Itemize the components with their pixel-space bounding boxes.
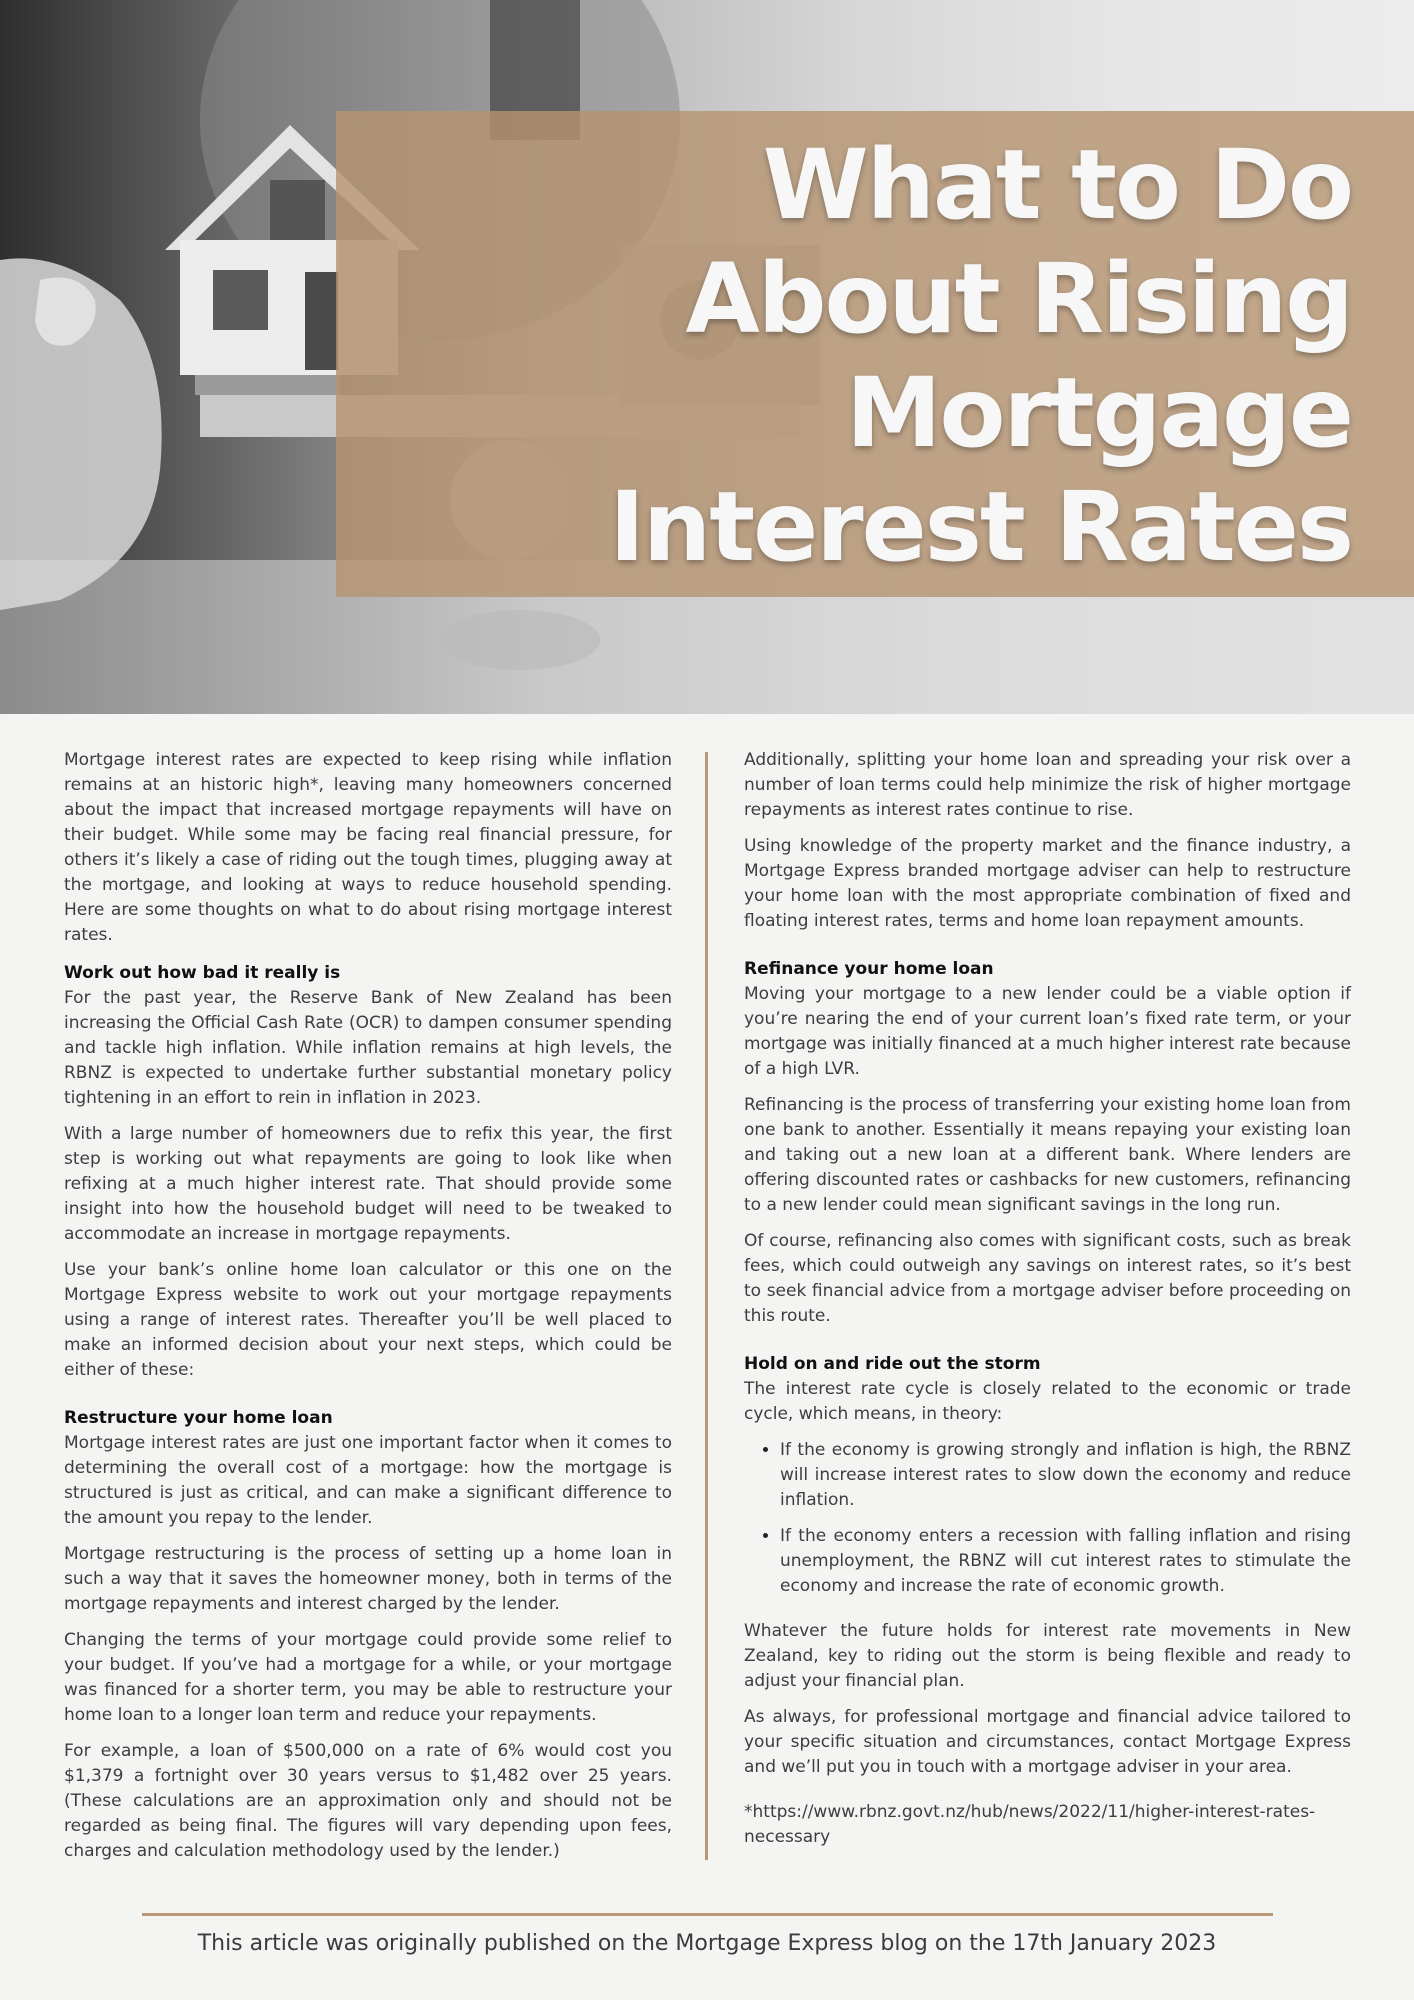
intro-paragraph: Mortgage interest rates are expected to keep rising while inflation remains at an historic high*, leaving many homeowners concerned about the impact that increased mortgage repayments will have on their budget. While some may be facing real financial pressure, for others it’s likely a case of riding out the tough times, plugging away at the mortgage, and looking at ways to reduce household spending. Here are some thoughts on what to do about rising mortgage interest rates.	[64, 750, 672, 945]
title-line: Mortgage	[845, 357, 1352, 469]
paragraph: With a large number of homeowners due to refix this year, the first step is working out what repayments are going to look like when refixing at a much higher interest rate. That should provide some insight into how the household budget will need to be tweaked to accommodate an increase in mortgage repayments.	[64, 1124, 672, 1244]
title-line: About Rising	[685, 243, 1352, 355]
paragraph: Changing the terms of your mortgage could provide some relief to your budget. If you’ve had a mortgage for a while, or your mortgage was financed for a shorter term, you may be able to restructure your home loan to a longer loan term and reduce your repayments.	[64, 1630, 672, 1725]
paragraph: Refinancing is the process of transferring your existing home loan from one bank to another. Essentially it means repaying your existing loan and taking out a new loan at a different bank. Where lenders are offering discounted rates or cashbacks for new customers, refinancing to a new lender could mean significant savings in the long run.	[744, 1095, 1351, 1215]
left-column	[64, 748, 672, 1875]
paragraph: Whatever the future holds for interest rate movements in New Zealand, key to riding out the storm is being flexible and ready to adjust your financial plan.	[744, 1621, 1351, 1691]
paragraph: Mortgage interest rates are just one important factor when it comes to determining the overall cost of a mortgage: how the mortgage is structured is just as critical, and can make a significant difference to the amount you repay to the lender.	[64, 1433, 672, 1528]
section-heading: Refinance your home loan	[744, 959, 994, 979]
paragraph: Use your bank’s online home loan calculator or this one on the Mortgage Express website to work out your mortgage repayments using a range of interest rates. Thereafter you’ll be well placed to make an informed decision about your next steps, which could be either of these:	[64, 1260, 672, 1380]
page-title	[609, 128, 1352, 584]
paragraph: For the past year, the Reserve Bank of New Zealand has been increasing the Official Cash Rate (OCR) to dampen consumer spending and tackle high inflation. While inflation remains at high levels, the RBNZ is expected to undertake further substantial monetary policy tightening in an effort to rein in inflation in 2023.	[64, 988, 672, 1108]
paragraph: The interest rate cycle is closely related to the economic or trade cycle, which means, in theory:	[744, 1379, 1351, 1424]
right-column	[744, 748, 1351, 1861]
title-line: Interest Rates	[609, 471, 1352, 583]
title-line: What to Do	[762, 129, 1352, 241]
paragraph: As always, for professional mortgage and financial advice tailored to your specific situation and circumstances, contact Mortgage Express and we’ll put you in touch with a mortgage adviser in your area.	[744, 1707, 1351, 1777]
hero-banner	[0, 0, 1414, 714]
list-item: • If the economy is growing strongly and inflation is high, the RBNZ will increase interest rates to slow down the economy and reduce inflation.	[780, 1438, 1351, 1513]
paragraph: Moving your mortgage to a new lender could be a viable option if you’re nearing the end of your current loan’s fixed rate term, or your mortgage was initially financed at a much higher interest rate because of a high LVR.	[744, 984, 1351, 1079]
paragraph: Of course, refinancing also comes with significant costs, such as break fees, which could outweigh any savings on interest rates, so it’s best to seek financial advice from a mortgage adviser before proceeding on this route.	[744, 1231, 1351, 1326]
footer-credit: This article was originally published on the Mortgage Express blog on the 17th January 2023	[197, 1931, 1217, 1956]
paragraph: For example, a loan of $500,000 on a rate of 6% would cost you $1,379 a fortnight over 30 years versus to $1,482 over 25 years. (These calculations are an approximation only and should not be regarded as being final. The figures will vary depending upon fees, charges and calculation methodology used by the lender.)	[64, 1741, 672, 1861]
paragraph: Using knowledge of the property market and the finance industry, a Mortgage Express branded mortgage adviser can help to restructure your home loan with the most appropriate combination of fixed and floating interest rates, terms and home loan repayment amounts.	[744, 836, 1351, 931]
paragraph: Mortgage restructuring is the process of setting up a home loan in such a way that it saves the homeowner money, both in terms of the mortgage repayments and interest charged by the lender.	[64, 1544, 672, 1614]
list-item: • If the economy enters a recession with falling inflation and rising unemployment, the RBNZ will cut interest rates to stimulate the economy and increase the rate of economic growth.	[780, 1524, 1351, 1599]
paragraph: Additionally, splitting your home loan and spreading your risk over a number of loan terms could help minimize the risk of higher mortgage repayments as interest rates continue to rise.	[744, 750, 1351, 820]
section-heading: Work out how bad it really is	[64, 963, 341, 983]
bullet-list	[744, 1438, 1351, 1599]
section-heading: Hold on and ride out the storm	[744, 1354, 1041, 1374]
section-heading: Restructure your home loan	[64, 1408, 333, 1428]
footnote-link[interactable]: *https://www.rbnz.govt.nz/hub/news/2022/11/higher-interest-rates-necessary	[744, 1802, 1316, 1847]
column-divider	[705, 752, 708, 1860]
footer-divider	[142, 1913, 1273, 1916]
